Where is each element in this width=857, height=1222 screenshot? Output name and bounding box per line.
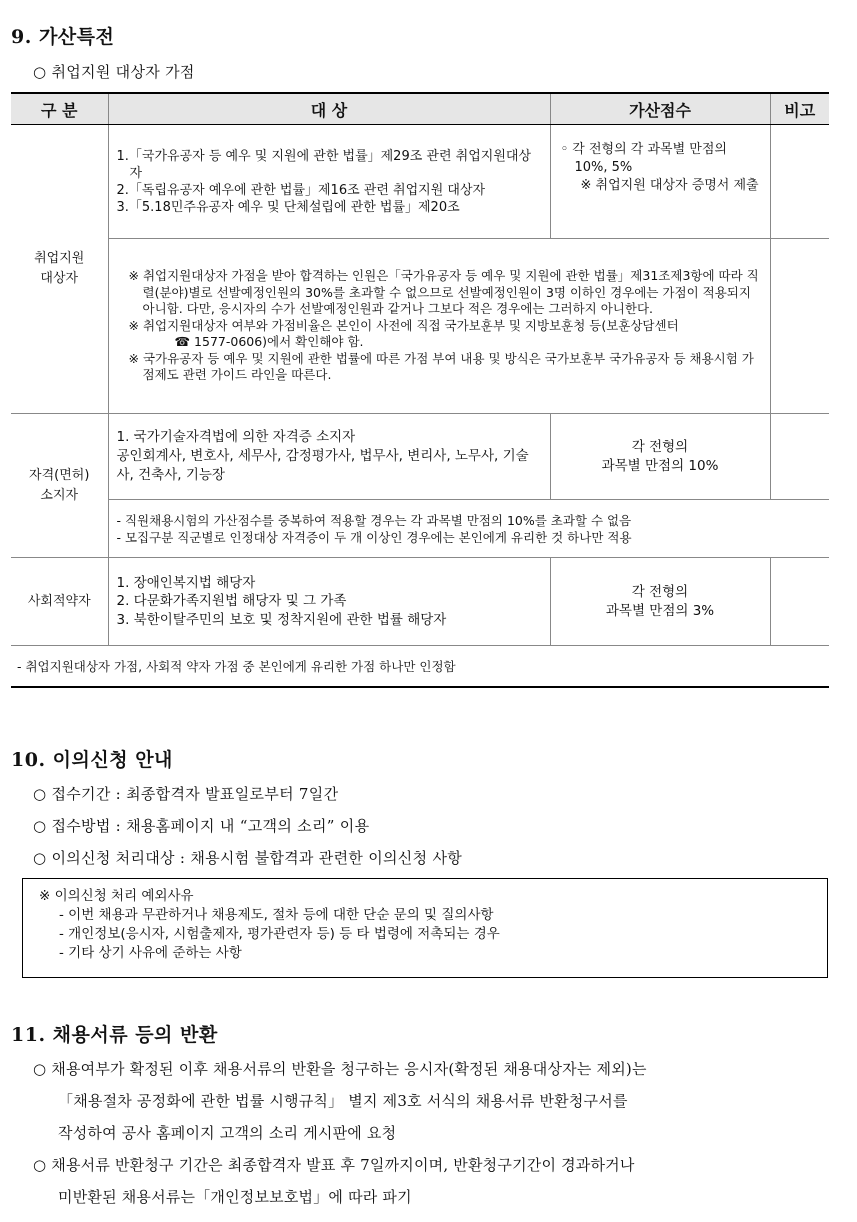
bonus-points-table: [11, 92, 829, 688]
objection-exceptions-box: [22, 878, 828, 978]
employment-items: [108, 125, 550, 239]
list-item: 1.「국가유공자 등 예우 및 지원에 관한 법률」제29조 관련 취업지원대상자: [116, 148, 532, 181]
section-10-bullet-scope: ○ 이의신청 처리대상 : 채용시험 불합격과 관련한 이의신청 사항: [33, 849, 463, 867]
social-score: [550, 558, 770, 646]
table-footnote-row: [11, 646, 829, 688]
note-item: - 직원채용시험의 가산점수를 중복하여 적용할 경우는 각 과목별 만점의 10%를 초과할 수 없음: [116, 512, 632, 528]
category-social-vulnerable: [11, 558, 108, 646]
social-items: [108, 558, 550, 646]
category-label: 자격(면허) 소지자: [29, 467, 90, 503]
section-10-title: 10. 이의신청 안내: [11, 749, 173, 771]
list-item: 2.「독립유공자 예우에 관한 법률」제16조 관련 취업지원 대상자: [116, 182, 486, 198]
license-items: [108, 414, 550, 500]
list-item: - 이번 채용과 무관하거나 채용제도, 절차 등에 대한 단순 문의 및 질의사항: [59, 907, 494, 923]
section-9-subtitle: ○ 취업지원 대상자 가점: [33, 63, 195, 81]
note-item: ※ 취업지원대상자 여부와 가점비율은 본인이 사전에 직접 국가보훈부 및 지방보훈청 등(보훈상담센터: [128, 317, 679, 333]
table-header-row: [11, 93, 829, 125]
header-score: 가산점수: [550, 93, 770, 125]
section-11-line: 작성하여 공사 홈페이지 고객의 소리 게시판에 요청: [58, 1124, 397, 1142]
box-title: ※ 이의신청 처리 예외사유: [39, 888, 194, 904]
section-10-bullet-method: ○ 접수방법 : 채용홈페이지 내 “고객의 소리” 이용: [33, 817, 370, 835]
note-item: ※ 국가유공자 등 예우 및 지원에 관한 법률에 따른 가점 부여 내용 및 방식은 국가보훈부 국가유공자 등 채용시험 가점제도 관련 가이드 라인을 따른다.: [128, 350, 754, 383]
header-target: 대 상: [108, 93, 550, 125]
section-11-line: 「채용절차 공정화에 관한 법률 시행규칙」 별지 제3호 서식의 채용서류 반환청구서를: [58, 1092, 628, 1110]
remarks-cell: [770, 414, 829, 500]
license-score: [550, 414, 770, 500]
note-item: ☎ 1577-0606)에서 확인해야 함.: [174, 334, 364, 350]
list-item: - 개인정보(응시자, 시험출제자, 평가관련자 등) 등 타 법령에 저촉되는 경우: [59, 926, 500, 942]
list-item: - 기타 상기 사유에 준하는 사항: [59, 945, 242, 961]
table-row: [11, 239, 829, 414]
section-11-title: 11. 채용서류 등의 반환: [11, 1024, 218, 1046]
remarks-cell: [770, 558, 829, 646]
license-notes: [108, 500, 829, 558]
score-text: 각 전형의 과목별 만점의 10%: [601, 438, 719, 474]
section-11-line: ○ 채용서류 반환청구 기간은 최종합격자 발표 후 7일까지이며, 반환청구기간이 경과하거나: [33, 1156, 635, 1174]
list-item: 공인회계사, 변호사, 세무사, 감정평가사, 법무사, 변리사, 노무사, 기술사, 건축사, 기능장: [116, 448, 529, 483]
table-footnote: - 취업지원대상자 가점, 사회적 약자 가점 중 본인에게 유리한 가점 하나만 인정함: [11, 646, 829, 688]
remarks-cell: [770, 239, 829, 414]
list-item: 1. 국가기술자격법에 의한 자격증 소지자: [116, 429, 356, 445]
header-remarks: 비고: [770, 93, 829, 125]
category-employment-support: [11, 125, 108, 414]
table-row: [11, 558, 829, 646]
table-row: [11, 500, 829, 558]
score-text: 각 전형의 과목별 만점의 3%: [605, 583, 715, 619]
score-text: ◦ 각 전형의 각 과목별 만점의 10%, 5%: [560, 142, 727, 175]
note-item: ※ 취업지원대상자 가점을 받아 합격하는 인원은「국가유공자 등 예우 및 지원에 관한 법률」제31조제3항에 따라 직렬(분야)별로 선발예정인원의 30%를 초과할 수 없으므로 선발예정인원이 3명 이하인 경우에는 가점이 적용되지 아니함. 다만, 응시자의 수가 선발예정인원과 같거나 그보다 적은 경우에는 그러하지 아니한다.: [128, 268, 759, 317]
section-11-line: 미반환된 채용서류는「개인정보보호법」에 따라 파기: [58, 1188, 412, 1206]
section-9-title: 9. 가산특전: [11, 26, 115, 48]
employment-score: [550, 125, 770, 239]
table-row: [11, 414, 829, 500]
list-item: 1. 장애인복지법 해당자: [116, 574, 256, 591]
score-note: ※ 취업지원 대상자 증명서 제출: [580, 178, 759, 193]
employment-notes: [108, 239, 770, 414]
category-label: 취업지원 대상자: [34, 251, 85, 286]
remarks-cell: [770, 125, 829, 239]
list-item: 3. 북한이탈주민의 보호 및 정착지원에 관한 법률 해당자: [116, 611, 447, 628]
note-item: - 모집구분 직군별로 인정대상 자격증이 두 개 이상인 경우에는 본인에게 유리한 것 하나만 적용: [116, 529, 632, 545]
category-label: 사회적약자: [27, 593, 91, 609]
list-item: 3.「5.18민주유공자 예우 및 단체설립에 관한 법률」제20조: [116, 199, 460, 215]
section-10-bullet-period: ○ 접수기간 : 최종합격자 발표일로부터 7일간: [33, 785, 339, 803]
category-license-holders: [11, 414, 108, 558]
header-category: 구 분: [11, 93, 108, 125]
list-item: 2. 다문화가족지원법 해당자 및 그 가족: [116, 593, 347, 610]
section-11-line: ○ 채용여부가 확정된 이후 채용서류의 반환을 청구하는 응시자(확정된 채용대상자는 제외)는: [33, 1060, 647, 1078]
table-row: [11, 125, 829, 239]
